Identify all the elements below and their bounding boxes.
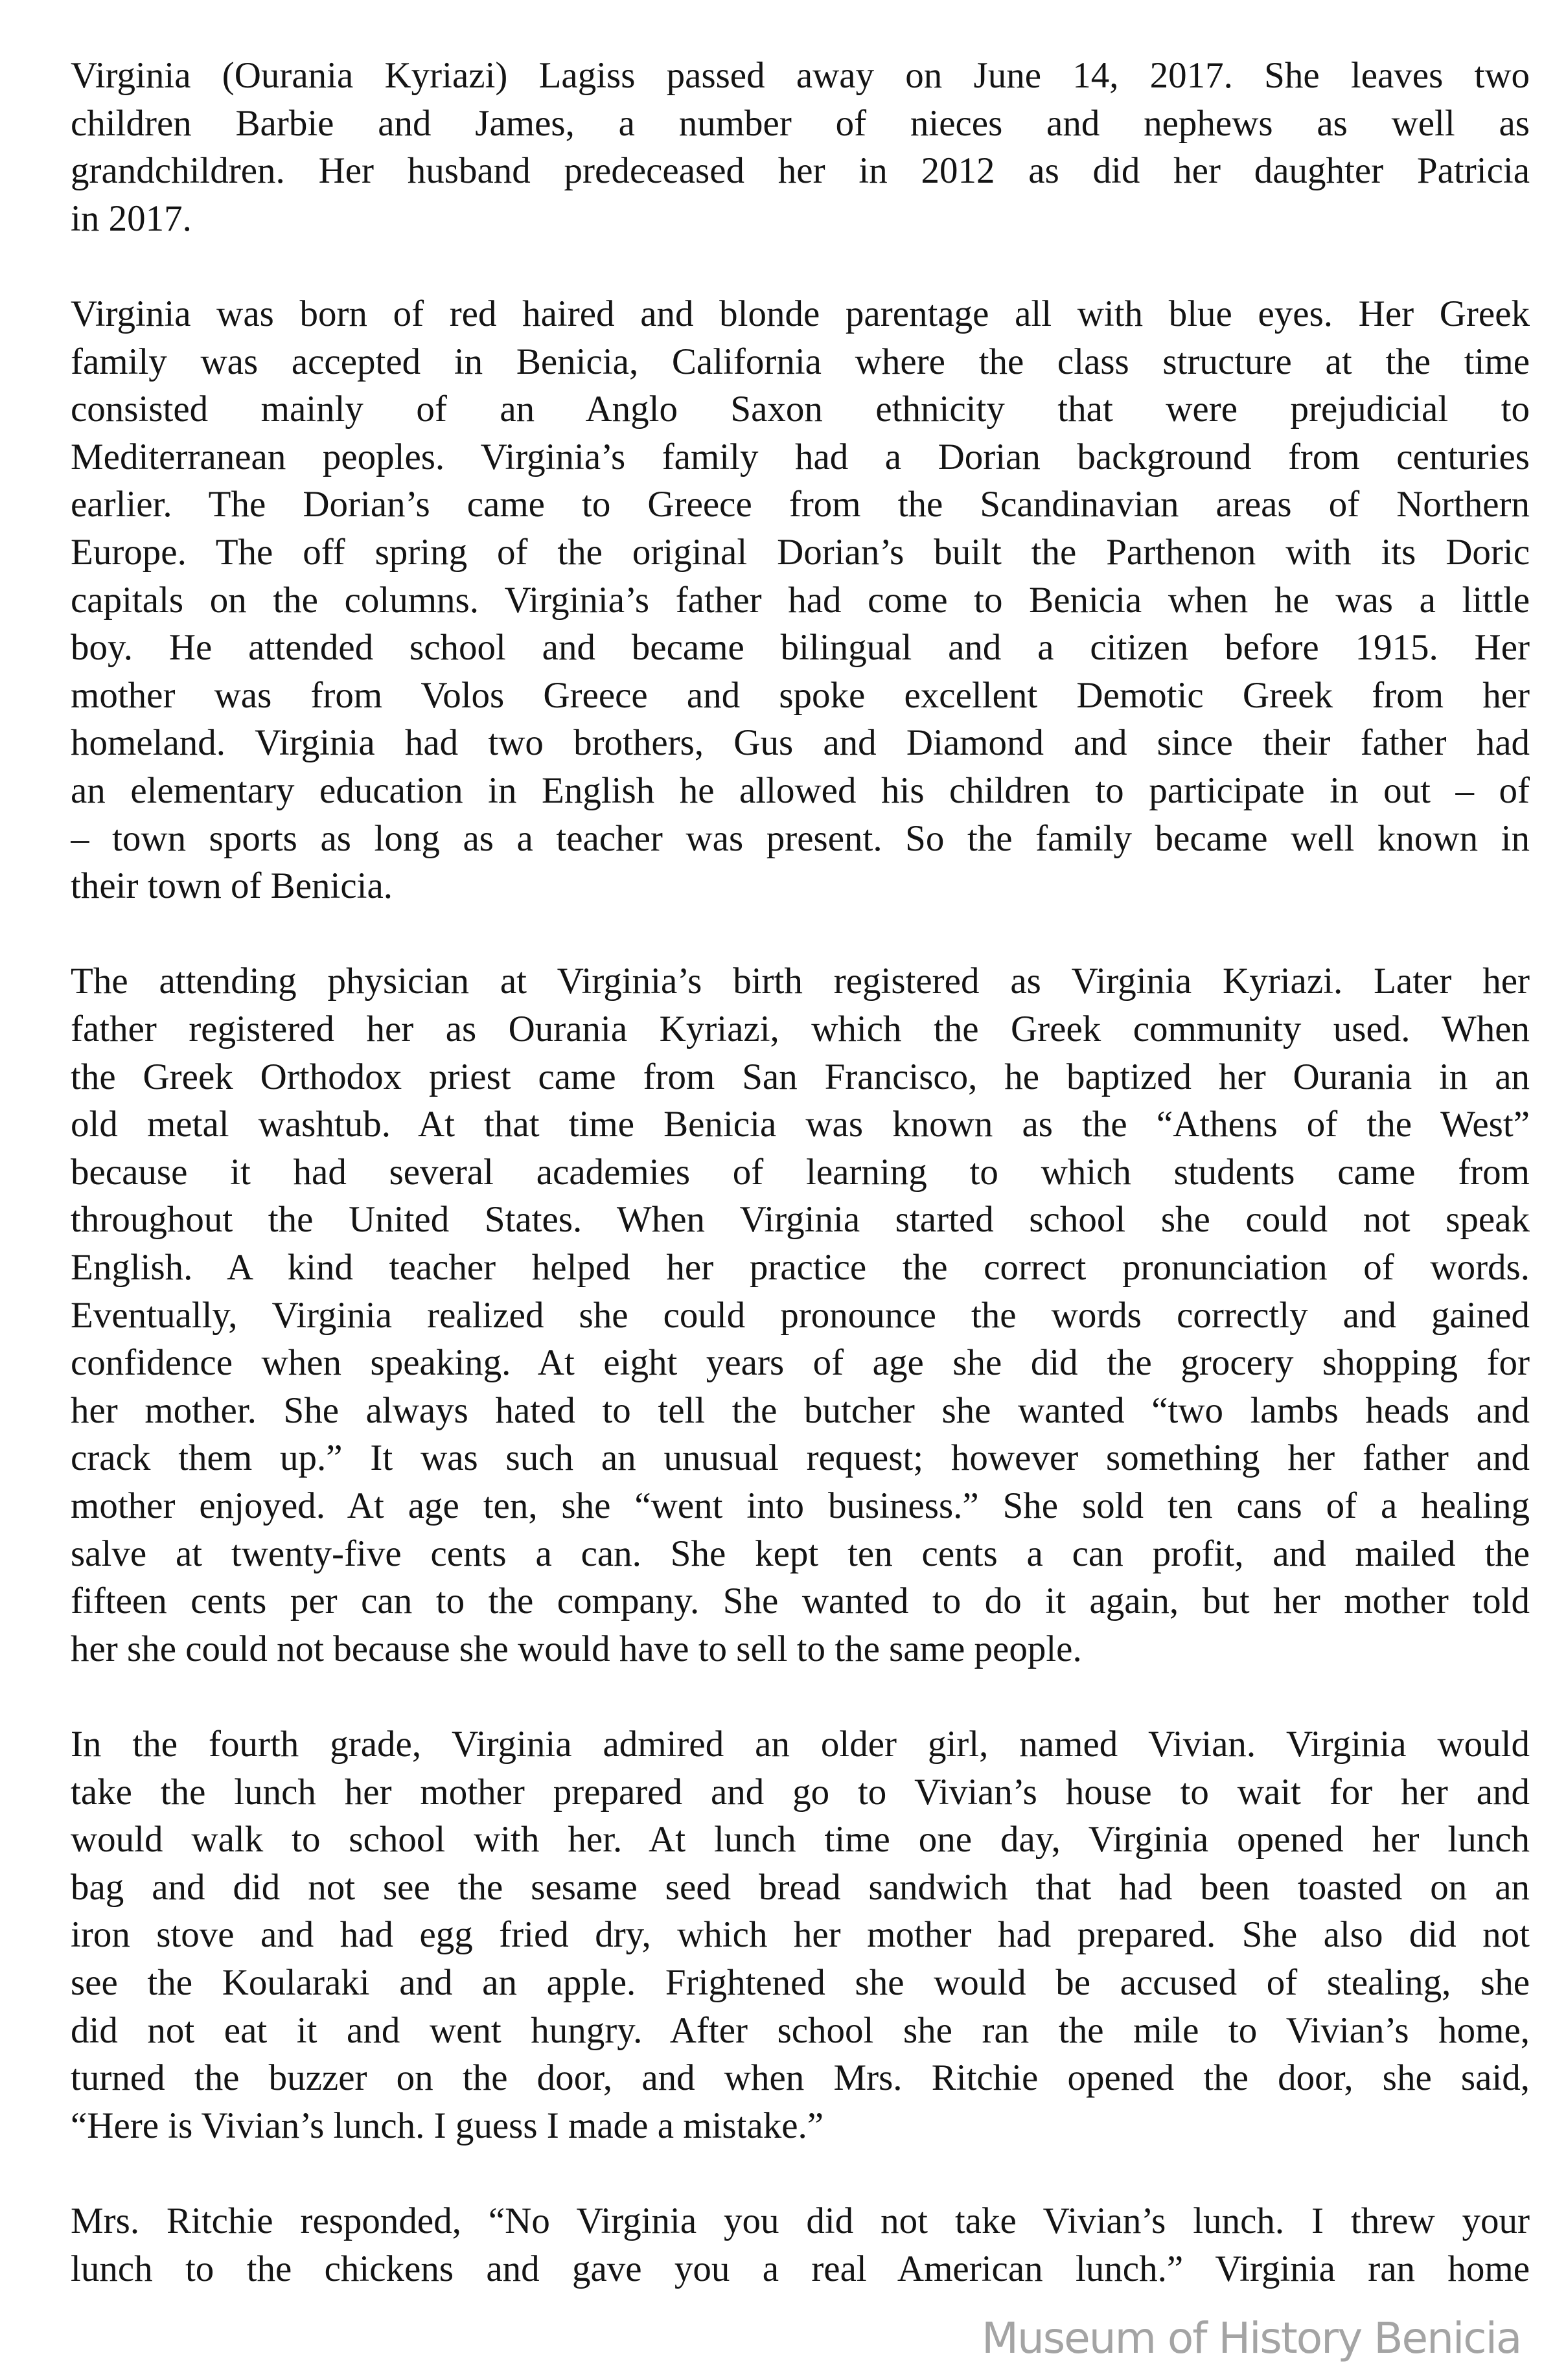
text-line: mother was from Volos Greece and spoke excellent Demotic Greek from her [71,674,1530,716]
text-line: capitals on the columns. Virginia’s father had come to Benicia when he was a little [71,579,1530,621]
text-line: “Here is Vivian’s lunch. I guess I made a mistake.” [71,2105,824,2146]
text-line: her mother. She always hated to tell the butcher she wanted “two lambs heads and [71,1390,1530,1431]
text-line: bag and did not see the sesame seed bread sandwich that had been toasted on an [71,1866,1530,1908]
text-line: boy. He attended school and became bilingual and a citizen before 1915. Her [71,627,1530,669]
text-line: would walk to school with her. At lunch time one day, Virginia opened her lunch [71,1819,1530,1860]
text-line: father registered her as Ourania Kyriazi, which the Greek community used. When [71,1009,1530,1049]
text-line: turned the buzzer on the door, and when Mrs. Ritchie opened the door, she said, [71,2057,1530,2099]
text-line: see the Koularaki and an apple. Frightened she would be accused of stealing, she [71,1962,1530,2003]
text-line: family was accepted in Benicia, California where the class structure at the time [71,341,1530,382]
text-line: crack them up.” It was such an unusual request; however something her father and [71,1437,1530,1479]
text-line: children Barbie and James, a number of nieces and nephews as well as [71,102,1530,144]
text-line: consisted mainly of an Anglo Saxon ethnicity that were prejudicial to [71,389,1530,430]
text-line: mother enjoyed. At age ten, she “went into business.” She sold ten cans of a healing [71,1485,1530,1526]
text-line: the Greek Orthodox priest came from San Francisco, he baptized her Ourania in an [71,1056,1530,1097]
text-line: confidence when speaking. At eight years of age she did the grocery shopping for [71,1342,1530,1384]
text-line: Mediterranean peoples. Virginia’s family had a Dorian background from centuries [71,436,1530,477]
text-line: Europe. The off spring of the original Dorian’s built the Parthenon with its Doric [71,532,1530,573]
text-line: her she could not because she would have to sell to the same people. [71,1628,1082,1669]
text-line: fifteen cents per can to the company. She wanted to do it again, but her mother told [71,1581,1530,1622]
text-line: because it had several academies of learning to which students came from [71,1151,1530,1193]
text-line: iron stove and had egg fried dry, which her mother had prepared. She also did not [71,1914,1530,1956]
text-line: Virginia was born of red haired and blonde parentage all with blue eyes. Her Greek [71,293,1530,334]
text-line: Eventually, Virginia realized she could pronounce the words correctly and gained [71,1294,1530,1336]
text-line: grandchildren. Her husband predeceased her in 2012 as did her daughter Patricia [71,150,1530,192]
text-line: Mrs. Ritchie responded, “No Virginia you did not take Vivian’s lunch. I threw your [71,2201,1530,2241]
text-line: did not eat it and went hungry. After school she ran the mile to Vivian’s home, [71,2009,1530,2051]
text-line: salve at twenty-five cents a can. She kept ten cents a can profit, and mailed the [71,1533,1530,1574]
text-line: lunch to the chickens and gave you a real American lunch.” Virginia ran home [71,2248,1530,2289]
text-line: – town sports as long as a teacher was present. So the family became well known in [71,818,1530,859]
text-line: in 2017. [71,198,192,239]
text-line: their town of Benicia. [71,865,393,907]
text-line: throughout the United States. When Virginia started school she could not speak [71,1199,1530,1241]
text-line: English. A kind teacher helped her practice the correct pronunciation of words. [71,1247,1530,1288]
text-line: earlier. The Dorian’s came to Greece from the Scandinavian areas of Northern [71,484,1530,525]
text-line: In the fourth grade, Virginia admired an older girl, named Vivian. Virginia would [71,1724,1530,1765]
text-line: Virginia (Ourania Kyriazi) Lagiss passed away on June 14, 2017. She leaves two [71,55,1530,96]
text-line: old metal washtub. At that time Benicia was known as the “Athens of the West” [71,1104,1530,1145]
watermark: Museum of History Benicia [982,2313,1521,2363]
text-line: homeland. Virginia had two brothers, Gus and Diamond and since their father had [71,722,1530,764]
text-line: take the lunch her mother prepared and go to Vivian’s house to wait for her and [71,1771,1530,1813]
text-line: The attending physician at Virginia’s birth registered as Virginia Kyriazi. Later her [71,961,1530,1002]
text-line: an elementary education in English he allowed his children to participate in out – of [71,770,1530,811]
